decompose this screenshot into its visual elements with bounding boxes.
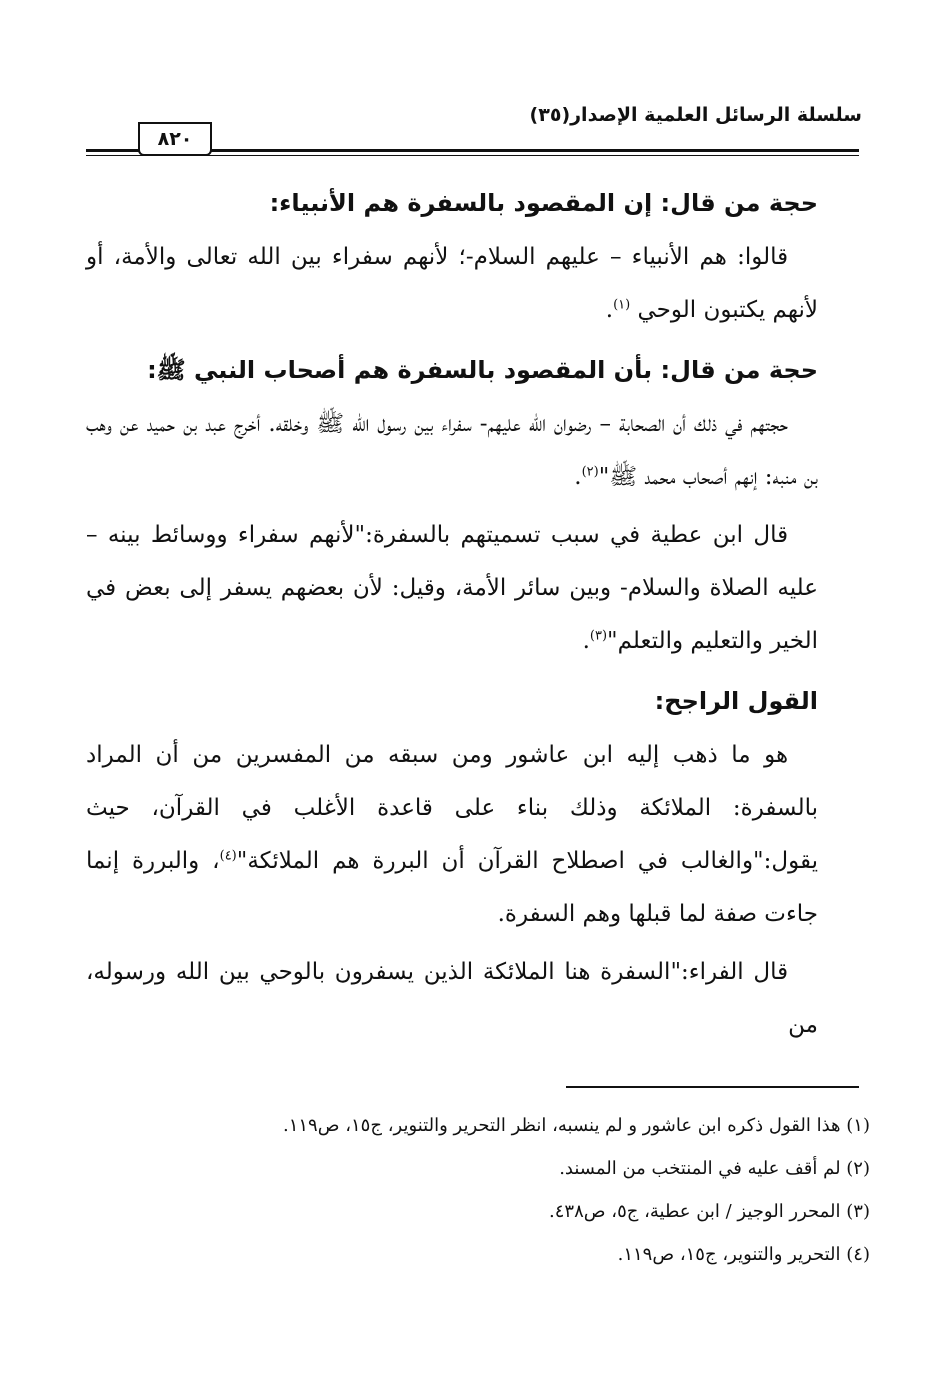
paragraph-text: قالوا: هم الأنبياء – عليهم السلام-؛ لأنهم سفراء بين الله تعالى والأمة، أو لأنهم يكتبون الوحي [86, 244, 818, 323]
paragraph-text: حجتهم في ذلك أن الصحابة – رضوان الله عليهم- سفراء بين رسول الله ﷺ وخلقه. أخرج عبد بن حميد عن وهب بن منبه: إنهم أصحاب محمد ﷺ" [86, 411, 818, 490]
main-text [86, 175, 818, 1057]
footnote-1: (١) هذا القول ذكره ابن عاشور و لم ينسبه، انظر التحرير والتنوير، ج١٥، ص١١٩. [282, 1115, 870, 1136]
paragraph-farra: قال الفراء:"السفرة هنا الملائكة الذين يسفرون بالوحي بين الله ورسوله، من [86, 959, 818, 1038]
page-number: ٨٢٠ [138, 122, 212, 156]
footnote-3: (٣) المحرر الوجيز / ابن عطية، ج٥، ص٤٣٨. [549, 1201, 870, 1222]
footnote-separator [566, 1086, 859, 1088]
footnote-ref-4: (٤) [219, 848, 237, 864]
paragraph-text: هو ما ذهب إليه ابن عاشور ومن سبقه من المفسرين من أن المراد بالسفرة: الملائكة وذلك بناء على قاعدة الأغلب في القرآن، حيث يقول:"والغالب في اصطلاح القرآن أن البررة هم الملائكة" [86, 742, 819, 874]
paragraph-ibn-atiyya: قال ابن عطية في سبب تسميتهم بالسفرة:"لأنهم سفراء ووسائط بينه – عليه الصلاة والسلام- وبين سائر الأمة، وقيل: لأن بعضهم يسفر إلى بعض في الخير والتعليم والتعلم"$^{(٣)}$. [86, 522, 818, 654]
footnote-4: (٤) التحرير والتنوير، ج١٥، ص١١٩. [617, 1244, 870, 1265]
footnote-ref-1: (١) [613, 297, 631, 313]
series-title: سلسلة الرسائل العلمية الإصدار(٣٥) [529, 104, 862, 126]
footnote-2: (٢) لم أقف عليه في المنتخب من المسند. [559, 1158, 870, 1179]
paragraph-preferred [86, 729, 818, 941]
section-heading-preferred: القول الراجح: [654, 687, 818, 715]
section-heading-companions: حجة من قال: بأن المقصود بالسفرة هم أصحاب النبي ﷺ: [147, 356, 818, 384]
paragraph-text: قال ابن عطية في سبب تسميتهم بالسفرة:"لأنهم سفراء ووسائط بينه – عليه الصلاة والسلام- وبين سائر الأمة، وقيل: لأن بعضهم يسفر إلى بعض في الخير والتعليم والتعلم" [86, 522, 818, 654]
paragraph-prophets: قالوا: هم الأنبياء – عليهم السلام-؛ لأنهم سفراء بين الله تعالى والأمة، أو لأنهم يكتبون الوحي $^{(١)}$. [86, 244, 818, 323]
paragraph-text-cont: ، والبررة إنما جاءت صفة لما قبلها وهم السفرة. [86, 848, 818, 927]
footnotes [200, 1104, 870, 1276]
section-heading-prophets: حجة من قال: إن المقصود بالسفرة هم الأنبياء: [269, 189, 818, 217]
footnote-ref-3: (٣) [589, 628, 608, 644]
footnote-ref-2: (٢) [581, 464, 599, 480]
paragraph-companions: حجتهم في ذلك أن الصحابة – رضوان الله عليهم- سفراء بين رسول الله ﷺ وخلقه. أخرج عبد بن حميد عن وهب بن منبه: إنهم أصحاب محمد ﷺ"$^{(٢)}$. [86, 411, 818, 490]
